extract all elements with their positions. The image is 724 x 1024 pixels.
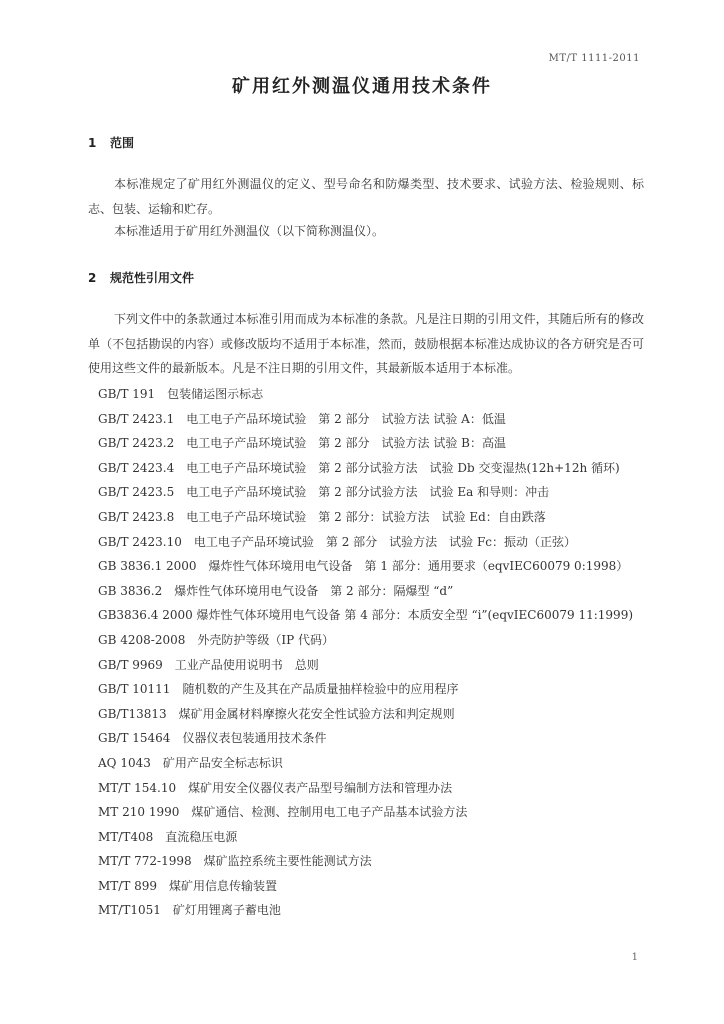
reference-item: GB 3836.2 爆炸性气体环境用电气设备 第 2 部分：隔爆型 “d”	[98, 583, 454, 598]
reference-item: MT 210 1990 煤矿通信、检测、控制用电工电子产品基本试验方法	[98, 805, 468, 820]
reference-item: GB/T 15464 仪器仪表包装通用技术条件	[98, 731, 327, 746]
reference-item: GB3836.4 2000 爆炸性气体环境用电气设备 第 4 部分：本质安全型 “i”(eqvIEC60079 11:1999)	[98, 608, 634, 623]
reference-item: GB/T 2423.8 电工电子产品环境试验 第 2 部分：试验方法 试验 Ed：自由跌落	[98, 509, 546, 524]
reference-item: MT/T1051 矿灯用锂离子蓄电池	[98, 903, 281, 918]
reference-item: MT/T408 直流稳压电源	[98, 829, 238, 844]
reference-item: GB/T13813 煤矿用金属材料摩擦火花安全性试验方法和判定规则	[98, 706, 455, 721]
section-1-paragraph-1: 本标准规定了矿用红外测温仪的定义、型号命名和防爆类型、技术要求、试验方法、检验规则、标志、包装、运输和贮存。	[88, 177, 644, 216]
section-title: 范围	[110, 136, 135, 150]
reference-item: MT/T 899 煤矿用信息传输装置	[98, 878, 278, 893]
reference-list	[98, 382, 658, 923]
reference-item: AQ 1043 矿用产品安全标志标识	[98, 755, 283, 770]
document-title: 矿用红外测温仪通用技术条件	[232, 76, 492, 97]
reference-item: GB/T 2423.1 电工电子产品环境试验 第 2 部分 试验方法 试验 A：低温	[98, 411, 506, 426]
reference-item: GB/T 2423.5 电工电子产品环境试验 第 2 部分试验方法 试验 Ea 和导则：冲击	[98, 485, 550, 500]
section-2-intro: 下列文件中的条款通过本标准引用而成为本标准的条款。凡是注日期的引用文件，其随后所有的修改单（不包括勘误的内容）或修改版均不适用于本标准，然而，鼓励根据本标准达成协议的各方研究是否可使用这些文件的最新版本。凡是不注日期的引用文件，其最新版本适用于本标准。	[88, 312, 644, 375]
section-number: 2	[88, 271, 97, 285]
reference-item: GB/T 2423.2 电工电子产品环境试验 第 2 部分 试验方法 试验 B：高温	[98, 436, 506, 451]
section-1-paragraph-2: 本标准适用于矿用红外测温仪（以下简称测温仪）。	[114, 224, 385, 238]
reference-item: GB 4208-2008 外壳防护等级（IP 代码）	[98, 632, 334, 647]
reference-item: GB/T 9969 工业产品使用说明书 总则	[98, 657, 319, 672]
reference-item: MT/T 154.10 煤矿用安全仪器仪表产品型号编制方法和管理办法	[98, 780, 453, 795]
reference-item: MT/T 772-1998 煤矿监控系统主要性能测试方法	[98, 854, 372, 869]
section-number: 1	[88, 136, 97, 150]
page-number: 1	[631, 952, 638, 963]
reference-item: GB 3836.1 2000 爆炸性气体环境用电气设备 第 1 部分：通用要求（eqvIEC60079 0:1998）	[98, 559, 629, 574]
reference-item: GB/T 191 包装储运图示标志	[98, 387, 264, 401]
section-title: 规范性引用文件	[110, 271, 195, 285]
section-1-heading	[88, 134, 134, 151]
standard-code: MT/T 1111-2011	[548, 53, 640, 64]
reference-item: GB/T 2423.10 电工电子产品环境试验 第 2 部分 试验方法 试验 Fc：振动（正弦）	[98, 534, 577, 549]
reference-item: GB/T 2423.4 电工电子产品环境试验 第 2 部分试验方法 试验 Db 交变湿热(12h+12h 循环)	[98, 460, 620, 475]
section-2-heading	[88, 269, 194, 286]
reference-item: GB/T 10111 随机数的产生及其在产品质量抽样检验中的应用程序	[98, 682, 459, 697]
